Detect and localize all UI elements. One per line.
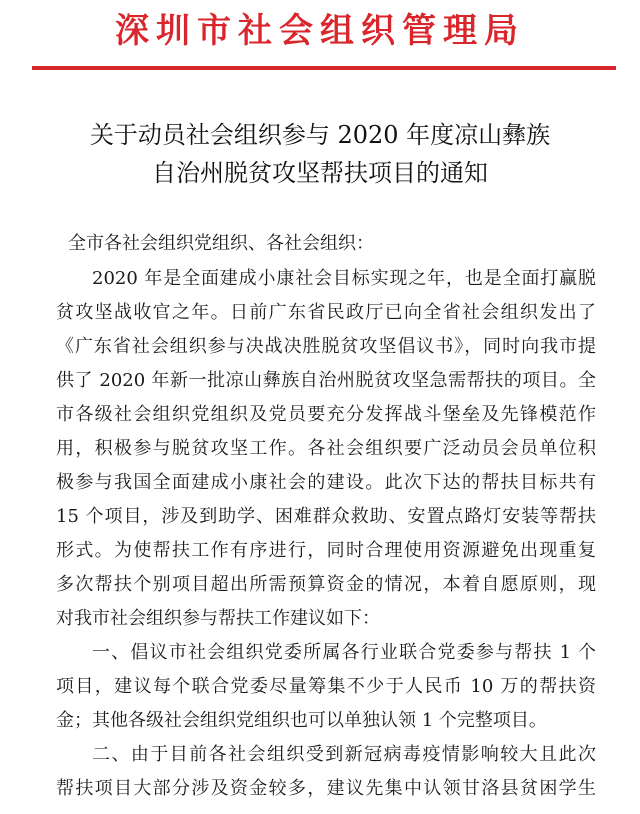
body-line: 2020 年是全面建成小康社会目标实现之年，也是全面打赢脱 [92, 268, 596, 289]
body-line: 贫攻坚战收官之年。日前广东省民政厅已向全省社会组织发出了 [56, 302, 596, 323]
body-line: 极参与我国全面建成小康社会的建设。此次下达的帮扶目标共有 [56, 472, 596, 493]
letterhead-organization-name: 深圳市社会组织管理局 [115, 11, 525, 51]
notice-title-line-2: 自治州脱贫攻坚帮扶项目的通知 [152, 159, 488, 187]
body-line: 金；其他各级社会组织党组织也可以单独认领 1 个完整项目。 [56, 710, 547, 731]
body-line: 用，积极参与脱贫攻坚工作。各社会组织要广泛动员会员单位积 [56, 438, 596, 459]
notice-title [0, 116, 640, 192]
letterhead-red-rule [32, 66, 616, 70]
body-line: 一、倡议市社会组织党委所属各行业联合党委参与帮扶 1 个 [92, 642, 596, 663]
body-line: 多次帮扶个别项目超出所需预算资金的情况，本着自愿原则，现 [56, 574, 596, 595]
body-line: 二、由于目前各社会组织受到新冠病毒疫情影响较大且此次 [92, 744, 596, 765]
body-line: 项目，建议每个联合党委尽量筹集不少于人民币 10 万的帮扶资 [56, 676, 596, 697]
body-line: 市各级社会组织党组织及党员要充分发挥战斗堡垒及先锋模范作 [56, 404, 596, 425]
body-line: 形式。为使帮扶工作有序进行，同时合理使用资源避免出现重复 [56, 540, 596, 561]
body-line: 供了 2020 年新一批凉山彝族自治州脱贫攻坚急需帮扶的项目。全 [56, 370, 596, 391]
notice-title-line-1: 关于动员社会组织参与 2020 年度凉山彝族 [89, 121, 551, 149]
body-line: 《广东省社会组织参与决战决胜脱贫攻坚倡议书》，同时向我市提 [56, 336, 596, 357]
body-line: 帮扶项目大部分涉及资金较多，建议先集中认领甘洛县贫困学生 [56, 778, 596, 799]
body-line: 15 个项目，涉及到助学、困难群众救助、安置点路灯安装等帮扶 [56, 506, 596, 527]
body-line: 对我市社会组织参与帮扶工作建议如下： [56, 608, 380, 629]
salutation: 全市各社会组织党组织、各社会组织： [68, 233, 374, 254]
